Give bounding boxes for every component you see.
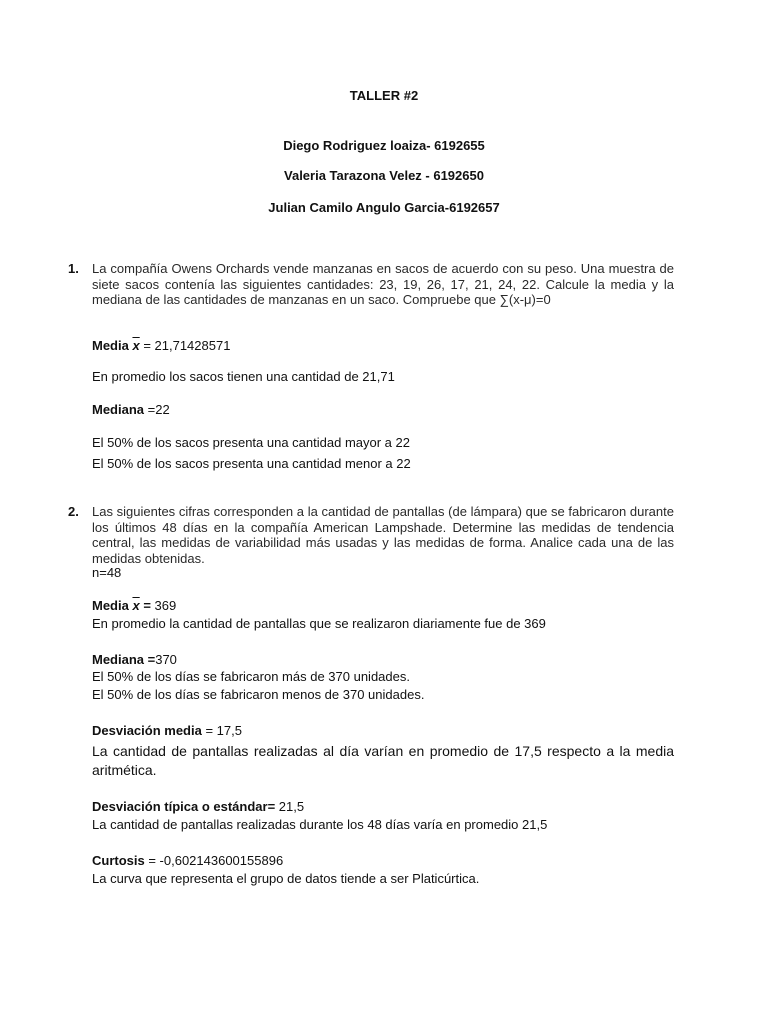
q2-media-eq: = — [139, 598, 151, 613]
q2-desv-tipica-label: Desviación típica o estándar= — [92, 799, 276, 814]
question-1-text: La compañía Owens Orchards vende manzanas en sacos de acuerdo con su peso. Una muestra de siete sacos contenía las siguientes cantidades: 23, 19, 26, 17, 21, 24, 22. Calcule la media y la mediana de las cantidades de manzanas en un saco. Compruebe que ∑(x-μ)=0 — [92, 261, 674, 307]
q2-desv-media-value: = 17,5 — [201, 723, 242, 738]
q2-desv-media-note: La cantidad de pantallas realizadas al día varían en promedio de 17,5 respecto a la media aritmética. — [92, 743, 674, 778]
q2-n: n=48 — [92, 565, 122, 580]
q1-mediana-note-2: El 50% de los sacos presenta una cantidad menor a 22 — [92, 456, 411, 471]
q2-mediana-note-1: El 50% de los días se fabricaron más de 370 unidades. — [92, 669, 410, 684]
q2-mediana-label: Mediana = — [92, 652, 156, 667]
q2-curtosis-value: = -0,602143600155896 — [144, 853, 284, 868]
xbar-symbol: $\overline{x}$ — [132, 338, 140, 353]
q2-mediana-note-2: El 50% de los días se fabricaron menos de 370 unidades. — [92, 687, 425, 702]
q2-media — [92, 597, 674, 615]
q2-desv-tipica-value: 21,5 — [275, 799, 305, 814]
q1-media-value: = 21,71428571 — [139, 338, 231, 353]
xbar-symbol: $\overline{x}$ — [132, 598, 140, 613]
q1-mediana-note-1: El 50% de los sacos presenta una cantidad mayor a 22 — [92, 435, 410, 450]
author-line-2: Valeria Tarazona Velez - 6192650 — [284, 168, 484, 183]
q2-curtosis-note: La curva que representa el grupo de datos tiende a ser Platicúrtica. — [92, 871, 480, 886]
q2-curtosis — [92, 852, 674, 870]
q2-desviacion-media — [92, 722, 674, 740]
question-2-number: 2. — [68, 504, 79, 519]
q2-mediana-value: 370 — [155, 652, 177, 667]
author-line-1: Diego Rodriguez loaiza- 6192655 — [283, 138, 485, 153]
q2-desviacion-tipica — [92, 798, 674, 816]
author-line-3: Julian Camilo Angulo Garcia-6192657 — [268, 200, 500, 215]
document-title: TALLER #2 — [349, 88, 419, 103]
q1-media-note: En promedio los sacos tienen una cantidad de 21,71 — [92, 369, 395, 384]
q1-media — [92, 337, 674, 355]
q2-desv-tipica-note: La cantidad de pantallas realizadas durante los 48 días varía en promedio 21,5 — [92, 817, 548, 832]
q1-mediana-label: Mediana — [92, 402, 145, 417]
q1-mediana — [92, 401, 674, 419]
q2-media-label: Media — [92, 598, 129, 613]
q2-media-value: 369 — [150, 598, 177, 613]
q1-mediana-value: =22 — [144, 402, 170, 417]
q2-mediana — [92, 651, 674, 669]
q2-curtosis-label: Curtosis — [92, 853, 145, 868]
question-2-text: Las siguientes cifras corresponden a la cantidad de pantallas (de lámpara) que se fabricaron durante los últimos 48 días en la compañía American Lampshade. Determine las medidas de tendencia central, las medidas de variabilidad más usadas y las medidas de forma. Analice cada una de las medidas obtenidas. — [92, 504, 674, 566]
q2-desv-media-label: Desviación media — [92, 723, 202, 738]
q1-media-label: Media — [92, 338, 129, 353]
question-1-number: 1. — [68, 261, 79, 276]
q2-media-note: En promedio la cantidad de pantallas que se realizaron diariamente fue de 369 — [92, 616, 546, 631]
